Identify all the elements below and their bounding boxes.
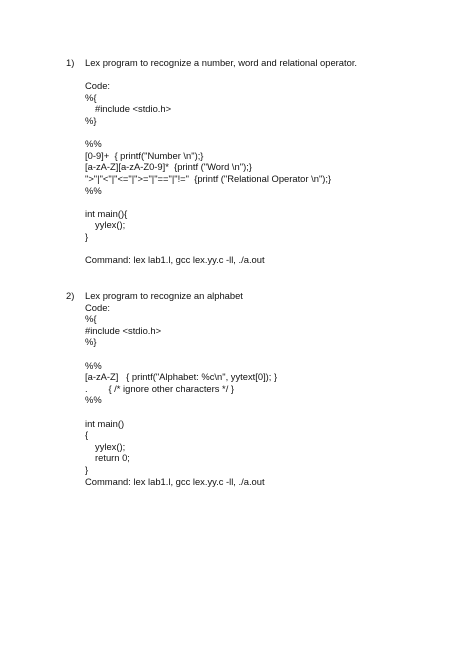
section-title: Lex program to recognize an alphabet — [85, 290, 243, 301]
code-line: yylex(); — [95, 219, 126, 231]
blank-line — [85, 127, 465, 139]
code-line: yylex(); — [95, 440, 126, 452]
code-line: int main() — [85, 417, 125, 429]
code-line: #include <stdio.h> — [85, 324, 162, 336]
code-label: Code: — [85, 301, 111, 313]
code-line: ">"|"<"|"<="|">="|"=="|"!=" {printf ("Relational Operator \n");} — [85, 172, 332, 184]
code-line: int main(){ — [85, 207, 128, 219]
code-line: %% — [85, 359, 102, 371]
code-line: { — [85, 429, 89, 441]
code-line: %{ — [85, 91, 97, 103]
code-line: %% — [85, 184, 102, 196]
code-line: %{ — [85, 313, 97, 325]
blank-line — [85, 196, 465, 208]
command-line: Command: lex lab1.l, gcc lex.yy.c -ll, ./a.out — [85, 254, 265, 266]
code-label: Code: — [85, 80, 111, 92]
code-line: [0-9]+ { printf("Number \n");} — [85, 149, 204, 161]
blank-line — [85, 348, 465, 360]
code-line: . { /* ignore other characters */ } — [85, 382, 235, 394]
section-body — [85, 57, 465, 266]
section-number: 1) — [66, 57, 75, 68]
code-line: %} — [85, 114, 97, 126]
code-line: } — [85, 463, 89, 475]
code-line: %% — [85, 394, 102, 406]
code-line: %} — [85, 336, 97, 348]
code-line: [a-zA-Z] { printf("Alphabet: %c\n", yytext[0]); } — [85, 371, 278, 383]
code-line: } — [85, 230, 89, 242]
section-body — [85, 290, 465, 487]
code-line: #include <stdio.h> — [95, 103, 172, 115]
code-line: %% — [85, 138, 102, 150]
blank-line — [85, 243, 465, 255]
code-line: [a-zA-Z][a-zA-Z0-9]* {printf ("Word \n");} — [85, 161, 252, 173]
blank-line — [85, 69, 465, 81]
command-line: Command: lex lab1.l, gcc lex.yy.c -ll, ./a.out — [85, 475, 265, 487]
section-number: 2) — [66, 290, 75, 301]
code-line: return 0; — [95, 452, 130, 464]
section-title: Lex program to recognize a number, word and relational operator. — [85, 57, 358, 68]
blank-line — [85, 406, 465, 418]
